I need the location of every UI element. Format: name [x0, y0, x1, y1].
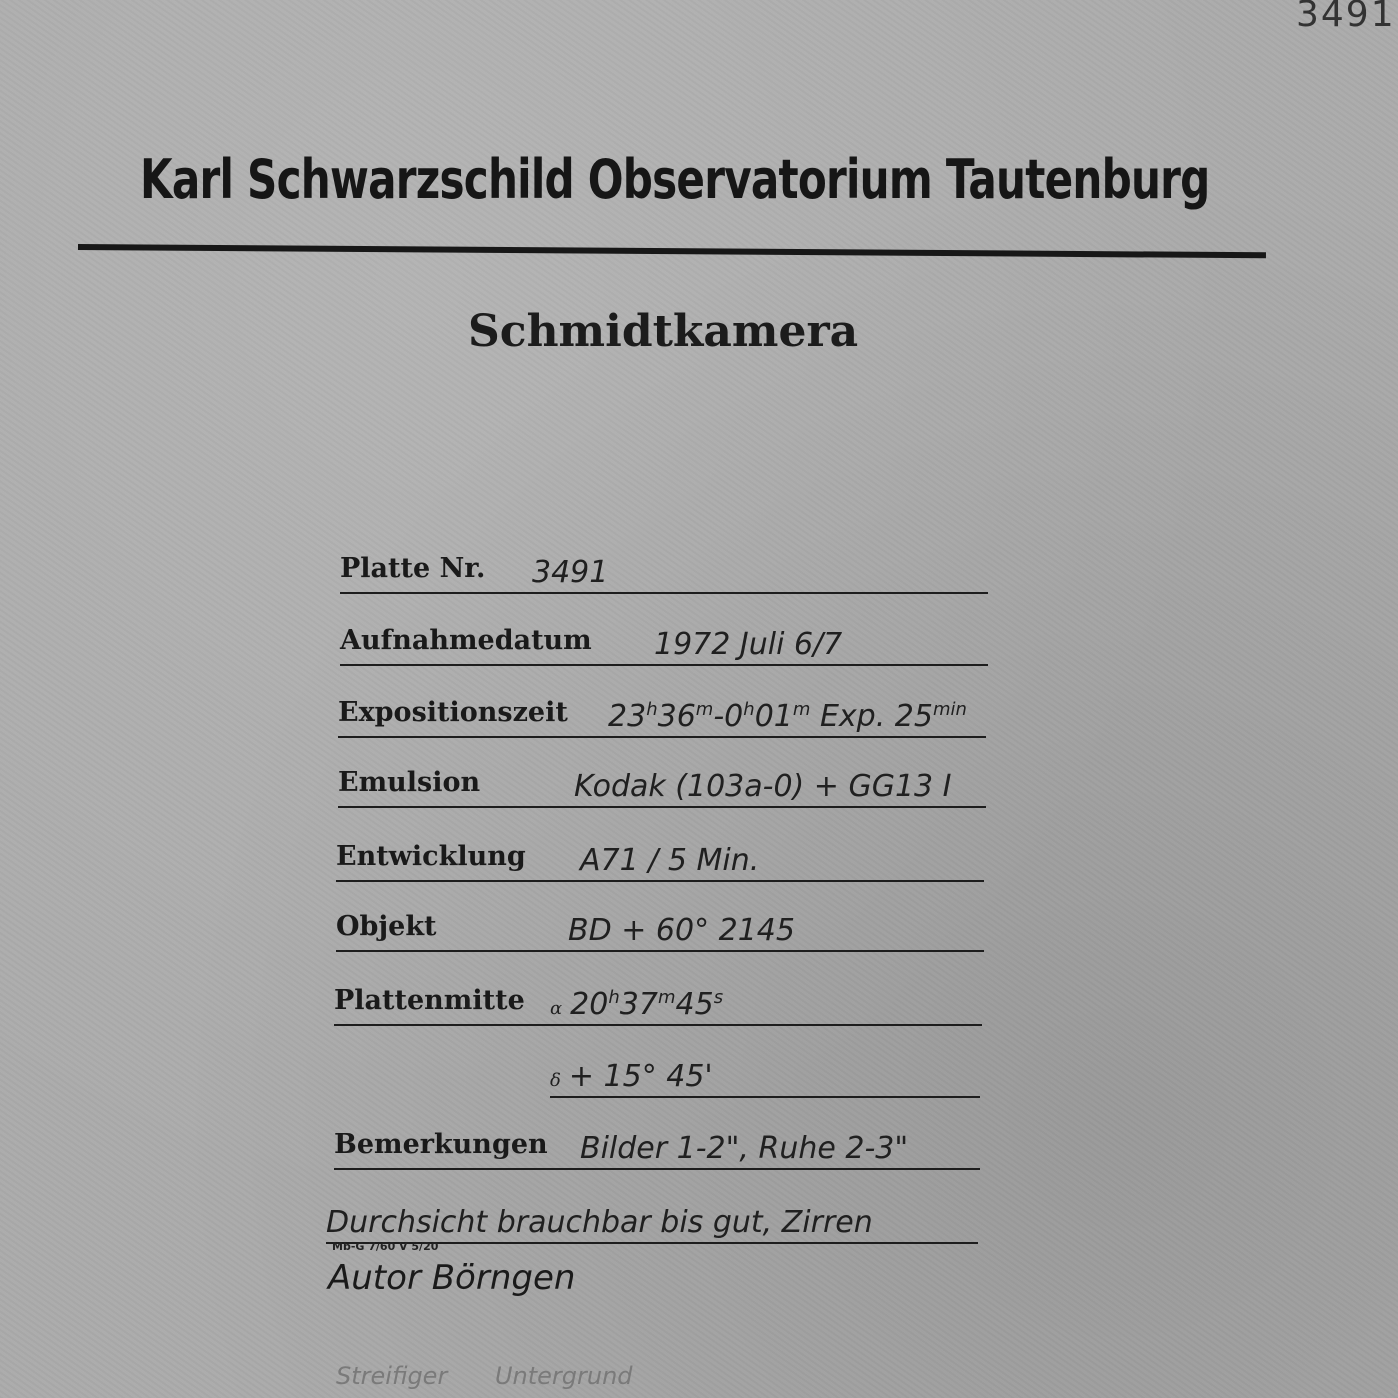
field-label: Platte Nr.	[340, 553, 486, 584]
field-aufnahmedatum	[340, 618, 988, 666]
delta-symbol: δ	[550, 1070, 561, 1091]
field-rule	[340, 592, 988, 594]
field-label: Emulsion	[338, 767, 481, 798]
exposure-start-minutes: 36	[657, 699, 696, 734]
field-plattenmitte-ra	[334, 978, 982, 1026]
unit-h: h	[743, 699, 755, 720]
author-signature: Autor Börngen	[328, 1258, 576, 1298]
form-code: Mb-G 7/60 V 5/20	[332, 1240, 439, 1253]
field-value	[550, 1059, 713, 1094]
ra-seconds: 45	[675, 987, 714, 1022]
exposure-unit: min	[932, 699, 967, 720]
field-value: 1972 Juli 6/7	[654, 627, 843, 662]
unit-h: h	[646, 699, 658, 720]
field-value: BD + 60° 2145	[568, 913, 795, 948]
bottom-note: Streifiger Untergrund	[336, 1362, 633, 1390]
ra-minutes: 37	[619, 987, 658, 1022]
exposure-duration: Exp. 25	[819, 699, 933, 734]
field-value: Bilder 1-2", Ruhe 2-3"	[580, 1131, 909, 1166]
field-bemerkungen	[334, 1122, 980, 1170]
field-value	[608, 699, 967, 734]
field-platte-nr	[340, 546, 988, 594]
field-bemerkungen-line2	[326, 1196, 978, 1244]
dash: -	[713, 699, 725, 734]
unit-m: m	[695, 699, 714, 720]
ra-hours: 20	[570, 987, 609, 1022]
field-value: Durchsicht brauchbar bis gut, Zirren	[326, 1205, 873, 1240]
alpha-symbol: α	[550, 998, 563, 1019]
field-label: Objekt	[336, 911, 437, 942]
field-label: Expositionszeit	[338, 697, 568, 728]
field-value: A71 / 5 Min.	[580, 843, 760, 878]
field-rule	[334, 1024, 982, 1026]
header-rule	[78, 244, 1266, 258]
field-label: Bemerkungen	[334, 1129, 548, 1160]
field-entwicklung	[336, 834, 984, 882]
field-rule	[334, 1168, 980, 1170]
field-rule	[340, 664, 988, 666]
field-label: Aufnahmedatum	[340, 625, 592, 656]
field-value: 3491	[532, 555, 609, 590]
field-rule	[550, 1096, 980, 1098]
field-rule	[338, 806, 986, 808]
unit-h: h	[608, 987, 620, 1008]
corner-plate-number: 3491	[1296, 0, 1396, 35]
field-rule	[336, 880, 984, 882]
field-emulsion	[338, 760, 986, 808]
field-objekt	[336, 904, 984, 952]
declination: + 15° 45'	[568, 1059, 713, 1094]
instrument-title: Schmidtkamera	[468, 306, 859, 357]
exposure-end-hours: 0	[724, 699, 744, 734]
exposure-start-hours: 23	[608, 699, 647, 734]
field-rule	[336, 950, 984, 952]
field-expositionszeit	[338, 690, 986, 738]
field-value: Kodak (103a-0) + GG13 I	[574, 769, 952, 804]
unit-s: s	[713, 987, 724, 1008]
field-plattenmitte-dec	[550, 1050, 980, 1098]
institution-title: Karl Schwarzschild Observatorium Tautenburg	[140, 148, 1210, 211]
unit-m: m	[792, 699, 811, 720]
field-label: Plattenmitte	[334, 985, 525, 1016]
field-rule	[338, 736, 986, 738]
exposure-end-minutes: 01	[754, 699, 793, 734]
field-value	[550, 987, 723, 1022]
field-label: Entwicklung	[336, 841, 526, 872]
unit-m: m	[657, 987, 676, 1008]
